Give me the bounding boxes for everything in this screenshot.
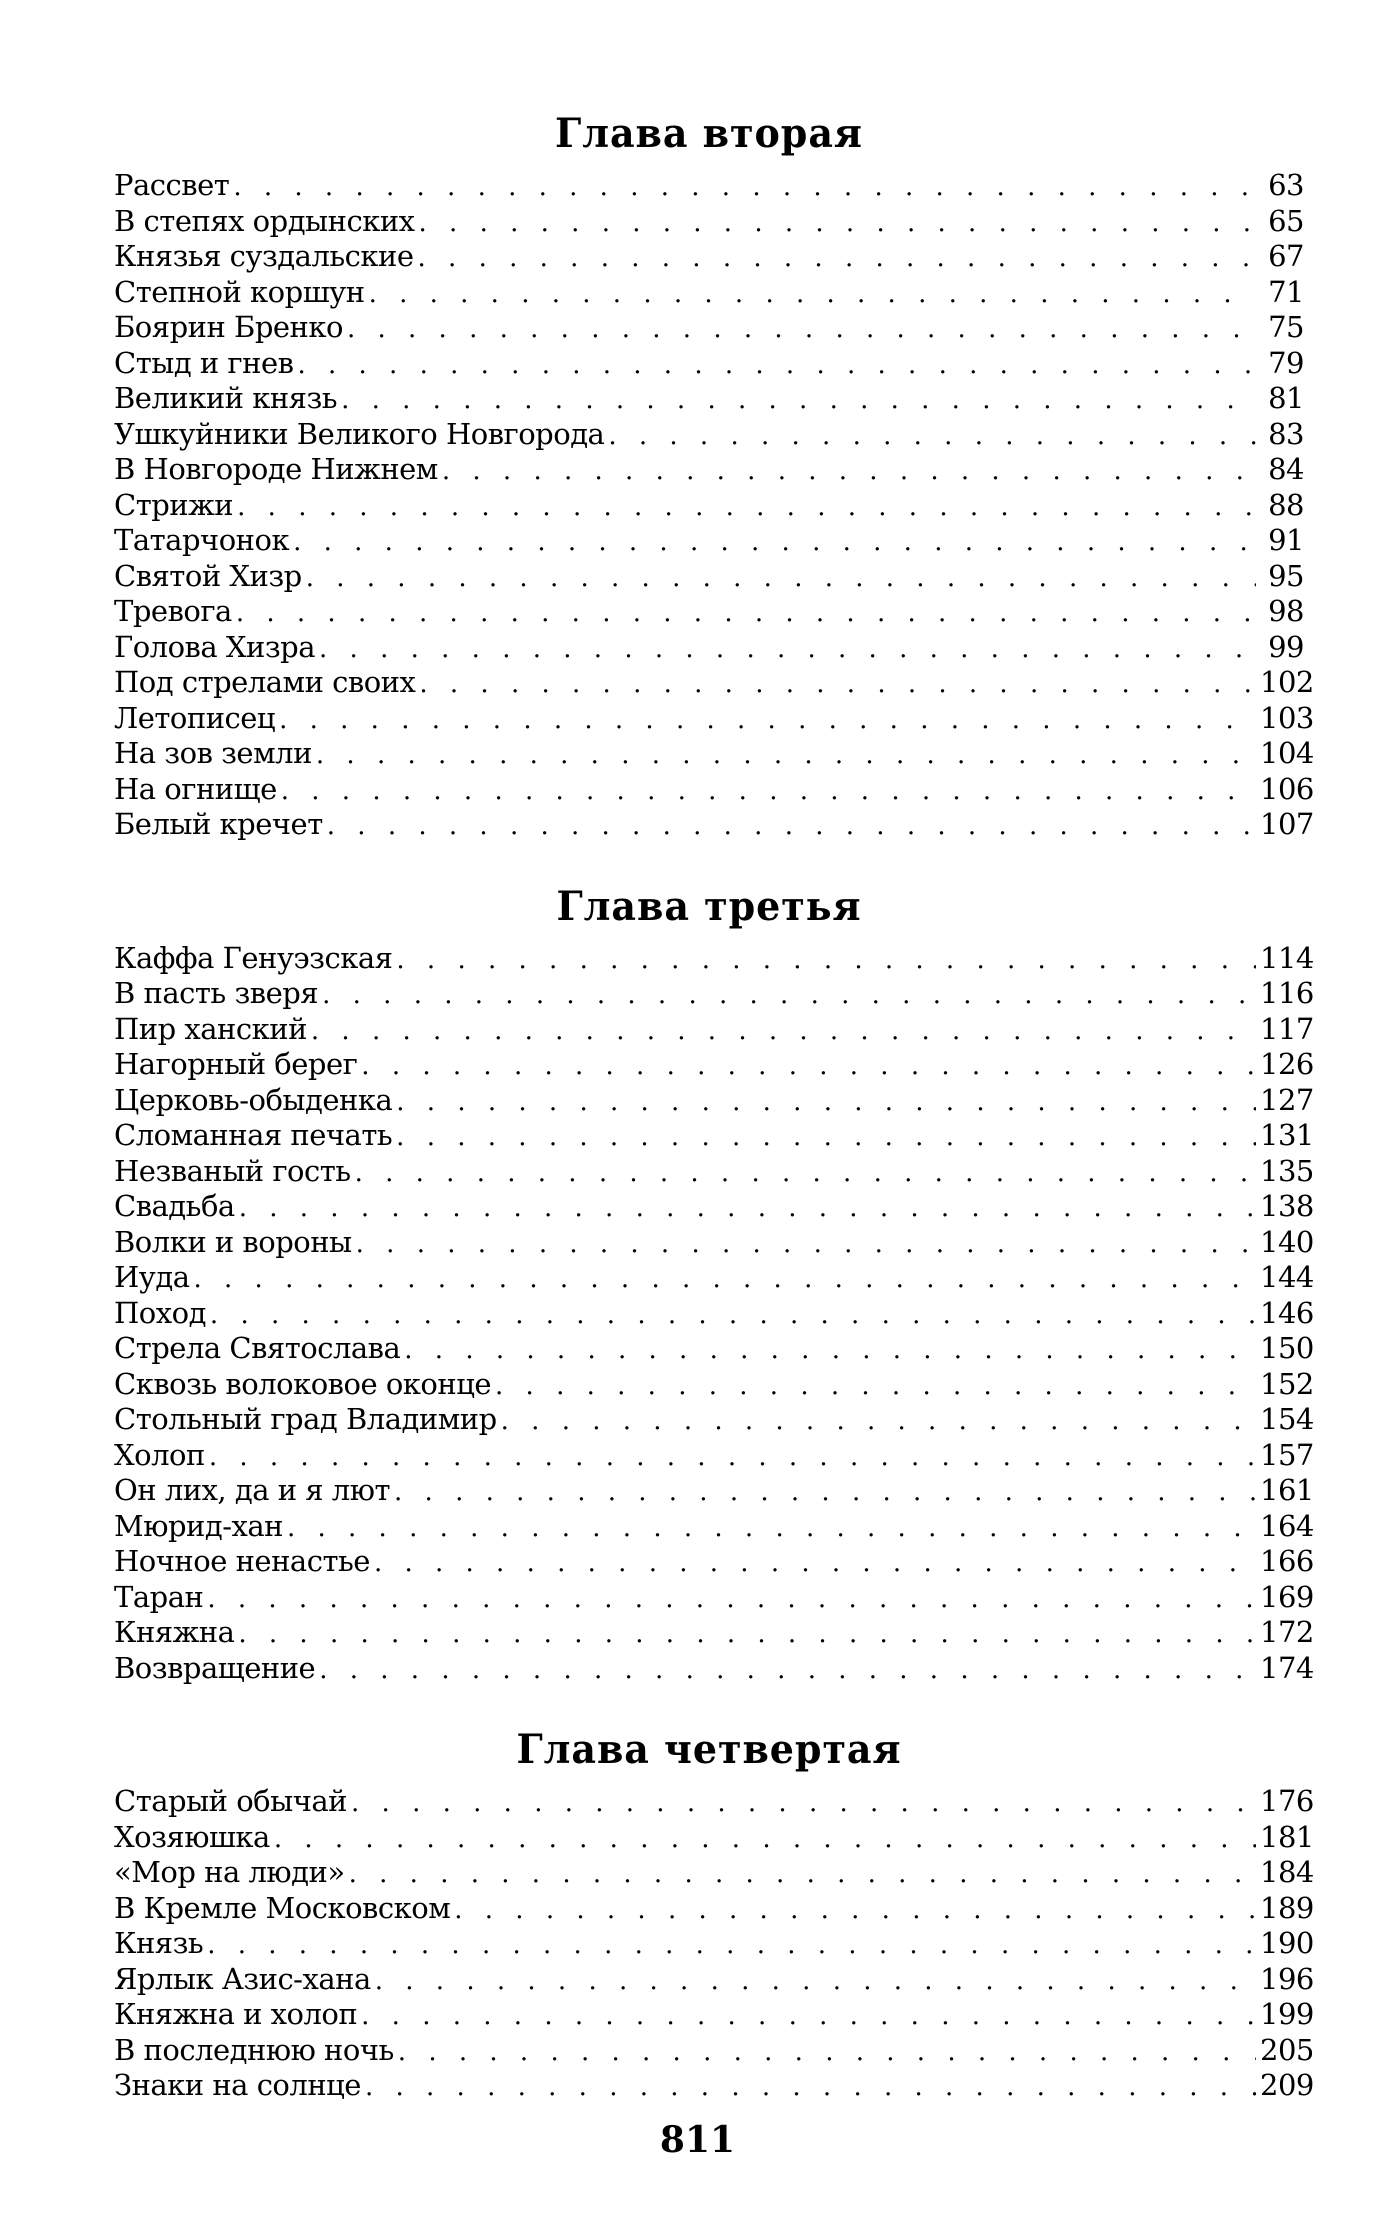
toc-entry (114, 736, 1314, 772)
toc-entry-title: В последнюю ночь (114, 2032, 394, 2067)
toc-entry-title: На огнище (114, 771, 277, 806)
toc-entry-page: 172 (1260, 1615, 1314, 1649)
toc-entry-title: Святой Хизр (114, 558, 302, 593)
table-of-contents (114, 110, 1314, 2144)
toc-entry-title: Церковь-обыденка (114, 1082, 393, 1117)
toc-entry-page: 98 (1268, 594, 1304, 628)
toc-entry-page: 166 (1260, 1544, 1314, 1578)
toc-entry-page: 184 (1260, 1855, 1314, 1889)
dot-leader (396, 1120, 1256, 1155)
toc-entry-title: Стрижи (114, 487, 234, 522)
dot-leader (501, 1404, 1256, 1439)
toc-entry-page: 196 (1260, 1961, 1314, 1996)
toc-entry-page: 181 (1260, 1819, 1314, 1854)
toc-entry-title: В Новгороде Нижнем (114, 452, 438, 486)
dot-leader (311, 1014, 1256, 1049)
toc-entry-page: 138 (1260, 1189, 1314, 1223)
toc-entry (114, 381, 1304, 417)
toc-entry-page: 169 (1260, 1579, 1314, 1614)
toc-entry-page: 144 (1260, 1260, 1314, 1294)
toc-entry-page: 99 (1268, 629, 1304, 664)
toc-entry-page: 83 (1268, 416, 1304, 451)
toc-entry-title: Под стрелами своих (114, 665, 416, 699)
toc-entry-page: 104 (1260, 736, 1314, 770)
dot-leader (293, 525, 1256, 560)
toc-entry-page: 157 (1260, 1437, 1314, 1472)
toc-entry-page: 161 (1260, 1473, 1314, 1507)
toc-entry-title: Белый кречет (114, 807, 323, 841)
toc-entry (114, 2032, 1314, 2069)
toc-entry (114, 2068, 1314, 2104)
toc-entry-page: 189 (1260, 1890, 1314, 1925)
toc-entry (114, 1819, 1314, 1856)
toc-entry-page: 131 (1260, 1118, 1314, 1152)
toc-entry-page: 81 (1268, 381, 1304, 415)
toc-entry-title: Старый обычай (114, 1784, 348, 1818)
toc-entry-title: Князья суздальские (114, 239, 414, 273)
toc-entry (114, 1153, 1314, 1190)
toc-entry (114, 1260, 1314, 1296)
toc-entry (114, 346, 1304, 382)
toc-entry-page: 176 (1260, 1784, 1314, 1818)
chapter-section (114, 1726, 1314, 2104)
toc-entry-page: 106 (1260, 771, 1314, 806)
dot-leader (316, 738, 1256, 773)
toc-entry (114, 1082, 1314, 1119)
toc-entry-page: 199 (1260, 1997, 1314, 2031)
dot-leader (374, 1546, 1256, 1581)
toc-entry-title: Стыд и гнев (114, 345, 294, 380)
dot-leader (327, 809, 1256, 844)
toc-entry-title: На зов земли (114, 736, 312, 770)
dot-leader (319, 632, 1256, 667)
toc-entry-title: В Кремле Московском (114, 1890, 451, 1925)
toc-entry (114, 1961, 1314, 1998)
toc-entry-title: «Мор на люди» (114, 1855, 345, 1889)
dot-leader (209, 1440, 1256, 1475)
toc-entry (114, 417, 1304, 453)
toc-entry-title: Стольный град Владимир (114, 1402, 497, 1436)
toc-entry-title: Летописец (114, 700, 276, 735)
toc-entry-page: 117 (1260, 1011, 1314, 1046)
toc-entry-title: Княжна (114, 1615, 235, 1649)
toc-list (114, 940, 1314, 1687)
dot-leader (210, 1298, 1256, 1333)
toc-entry-page: 67 (1268, 239, 1304, 273)
toc-entry (114, 310, 1304, 346)
toc-entry-title: В пасть зверя (114, 976, 319, 1010)
toc-entry-page: 205 (1260, 2032, 1314, 2067)
toc-entry (114, 1047, 1314, 1083)
dot-leader (454, 1893, 1256, 1928)
toc-entry (114, 275, 1304, 311)
dot-leader (369, 277, 1256, 312)
dot-leader (608, 419, 1256, 454)
toc-entry (114, 1366, 1314, 1403)
dot-leader (361, 1999, 1256, 2034)
toc-entry (114, 1473, 1314, 1509)
toc-entry-title: Степной коршун (114, 274, 365, 309)
toc-entry-page: 127 (1260, 1082, 1314, 1117)
toc-entry-title: Волки и вороны (114, 1224, 352, 1259)
toc-entry (114, 1650, 1314, 1687)
toc-entry-title: Каффа Генуэзская (114, 940, 393, 975)
toc-entry-title: Князь (114, 1926, 204, 1960)
toc-list (114, 1784, 1314, 2104)
toc-entry-page: 150 (1260, 1331, 1314, 1365)
dot-leader (394, 1475, 1256, 1510)
toc-entry-title: Таран (114, 1579, 204, 1614)
chapter-title: Глава третья (556, 882, 862, 930)
toc-entry (114, 630, 1304, 666)
toc-entry-title: Боярин Бренко (114, 310, 343, 344)
toc-entry (114, 1508, 1314, 1545)
toc-entry (114, 700, 1314, 737)
dot-leader (419, 667, 1256, 702)
dot-leader (279, 703, 1256, 738)
toc-entry-page: 102 (1260, 665, 1314, 699)
toc-entry-title: Ночное ненастье (114, 1544, 370, 1578)
toc-entry-title: Великий князь (114, 381, 338, 415)
toc-entry-page: 114 (1260, 940, 1314, 975)
dot-leader (349, 1857, 1256, 1892)
dot-leader (347, 312, 1256, 347)
chapter-title: Глава четвертая (516, 1726, 902, 1773)
toc-entry-page: 63 (1268, 168, 1304, 202)
toc-entry-page: 154 (1260, 1402, 1314, 1436)
toc-entry (114, 665, 1314, 701)
toc-entry-title: Незваный гость (114, 1153, 351, 1188)
toc-entry (114, 488, 1304, 524)
toc-entry-page: 71 (1268, 274, 1304, 309)
toc-entry (114, 1926, 1314, 1962)
dot-leader (396, 943, 1256, 978)
toc-entry-title: Возвращение (114, 1650, 316, 1685)
dot-leader (398, 2035, 1256, 2070)
toc-entry (114, 1118, 1314, 1154)
toc-entry (114, 523, 1304, 559)
toc-entry-page: 140 (1260, 1224, 1314, 1259)
toc-entry-page: 209 (1260, 2068, 1314, 2102)
toc-entry-page: 88 (1268, 487, 1304, 522)
toc-entry (114, 807, 1314, 843)
dot-leader (495, 1369, 1256, 1404)
dot-leader (419, 206, 1256, 241)
dot-leader (297, 348, 1256, 383)
toc-entry-page: 75 (1268, 310, 1304, 344)
toc-entry (114, 559, 1304, 595)
dot-leader (194, 1262, 1257, 1297)
toc-entry-page: 164 (1260, 1508, 1314, 1543)
dot-leader (207, 1928, 1256, 1963)
toc-entry (114, 771, 1314, 808)
toc-entry-page: 126 (1260, 1047, 1314, 1081)
toc-list (114, 168, 1314, 843)
dot-leader (274, 1822, 1256, 1857)
toc-entry-page: 103 (1260, 700, 1314, 735)
toc-entry-title: Нагорный берег (114, 1047, 358, 1081)
toc-entry (114, 1615, 1314, 1651)
dot-leader (207, 1582, 1256, 1617)
chapter-section (114, 882, 1314, 1687)
toc-entry-page: 146 (1260, 1295, 1314, 1330)
toc-entry (114, 1579, 1314, 1616)
toc-entry-title: Голова Хизра (114, 629, 316, 664)
dot-leader (442, 454, 1256, 489)
toc-entry-page: 190 (1260, 1926, 1314, 1960)
dot-leader (356, 1227, 1256, 1262)
toc-entry-page: 174 (1260, 1650, 1314, 1685)
toc-entry (114, 1890, 1314, 1927)
dot-leader (396, 1085, 1256, 1120)
toc-entry-title: Ушкуйники Великого Новгорода (114, 416, 605, 451)
dot-leader (237, 490, 1256, 525)
toc-entry (114, 1855, 1314, 1891)
dot-leader (287, 1511, 1256, 1546)
dot-leader (365, 2070, 1256, 2105)
toc-entry-title: Княжна и холоп (114, 1997, 358, 2031)
toc-entry-title: Пир ханский (114, 1011, 307, 1046)
toc-entry (114, 239, 1304, 275)
dot-leader (238, 1617, 1256, 1652)
toc-entry-title: Знаки на солнце (114, 2068, 361, 2102)
toc-entry (114, 452, 1304, 488)
toc-entry (114, 1402, 1314, 1438)
dot-leader (239, 1191, 1256, 1226)
dot-leader (233, 170, 1256, 205)
toc-entry (114, 1331, 1314, 1367)
toc-entry-title: Иуда (114, 1260, 190, 1294)
dot-leader (418, 241, 1256, 276)
toc-entry-title: Поход (114, 1295, 206, 1330)
chapter-title: Глава вторая (555, 110, 863, 157)
dot-leader (351, 1786, 1256, 1821)
toc-entry-title: Он лих, да и я лют (114, 1473, 391, 1507)
toc-entry (114, 1189, 1314, 1225)
toc-entry-page: 152 (1260, 1366, 1314, 1401)
dot-leader (341, 383, 1256, 418)
toc-entry-title: В степях ордынских (114, 203, 415, 238)
toc-entry-title: Тревога (114, 594, 232, 628)
toc-entry (114, 940, 1314, 977)
toc-entry (114, 1224, 1314, 1261)
toc-entry (114, 204, 1304, 240)
page-number: 811 (659, 2119, 736, 2161)
toc-entry-page: 116 (1260, 976, 1314, 1010)
toc-entry-page: 107 (1260, 807, 1314, 841)
chapter-section (114, 110, 1314, 843)
toc-entry-page: 135 (1260, 1153, 1314, 1188)
toc-entry-title: Хозяюшка (114, 1819, 270, 1854)
toc-entry-title: Свадьба (114, 1189, 235, 1223)
toc-entry-title: Стрела Святослава (114, 1331, 401, 1365)
toc-entry-title: Холоп (114, 1437, 205, 1472)
toc-entry (114, 1997, 1314, 2033)
toc-entry-title: Мюрид-хан (114, 1508, 283, 1543)
dot-leader (404, 1333, 1256, 1368)
toc-entry-page: 95 (1268, 558, 1304, 593)
toc-entry-title: Сломанная печать (114, 1118, 393, 1152)
toc-entry (114, 1011, 1314, 1048)
toc-entry-title: Татарчонок (114, 523, 290, 557)
toc-entry (114, 1784, 1314, 1820)
toc-entry-page: 65 (1268, 203, 1304, 238)
toc-entry (114, 1437, 1314, 1474)
toc-entry (114, 168, 1304, 204)
dot-leader (281, 774, 1256, 809)
dot-leader (319, 1653, 1256, 1688)
dot-leader (306, 561, 1256, 596)
toc-entry-title: Ярлык Азис-хана (114, 1961, 371, 1996)
dot-leader (375, 1964, 1256, 1999)
toc-entry-page: 79 (1268, 345, 1304, 380)
toc-entry-page: 84 (1268, 452, 1304, 486)
toc-entry (114, 976, 1314, 1012)
toc-entry (114, 594, 1304, 630)
dot-leader (236, 596, 1256, 631)
toc-entry-title: Рассвет (114, 168, 230, 202)
toc-entry-title: Сквозь волоковое оконце (114, 1366, 492, 1401)
toc-entry-page: 91 (1268, 523, 1304, 557)
dot-leader (355, 1156, 1256, 1191)
toc-entry (114, 1544, 1314, 1580)
toc-entry (114, 1295, 1314, 1332)
dot-leader (322, 978, 1256, 1013)
dot-leader (361, 1049, 1256, 1084)
